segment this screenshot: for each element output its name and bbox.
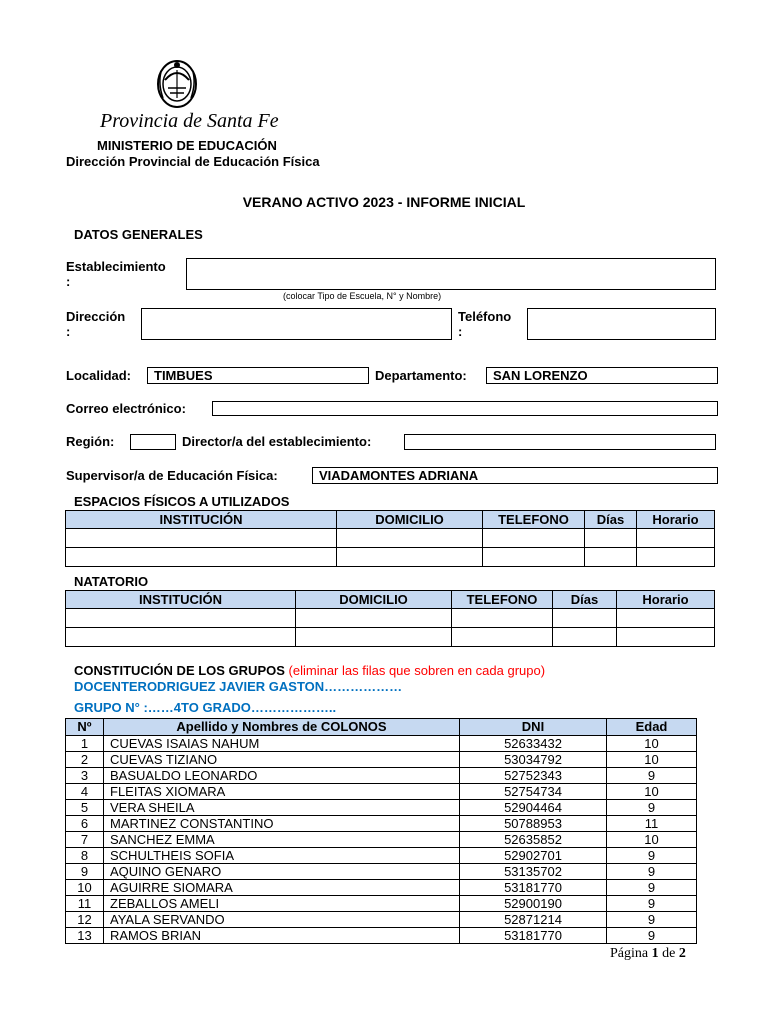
direction-name: Dirección Provincial de Educación Física <box>66 154 320 169</box>
table-row <box>66 628 715 647</box>
region-field[interactable] <box>130 434 176 450</box>
director-field[interactable] <box>404 434 716 450</box>
page-total: 2 <box>678 946 686 961</box>
table-row <box>66 529 715 548</box>
row-number: 1 <box>66 736 104 752</box>
row-edad: 10 <box>607 832 697 848</box>
col-horario: Horario <box>637 511 715 529</box>
supervisor-label: Supervisor/a de Educación Física: <box>66 468 278 483</box>
row-dni: 52902701 <box>460 848 607 864</box>
localidad-field[interactable]: TIMBUES <box>147 367 369 384</box>
row-dni: 52904464 <box>460 800 607 816</box>
table-row <box>66 548 715 567</box>
col-domicilio: DOMICILIO <box>296 591 452 609</box>
establecimiento-label: Establecimiento <box>66 259 166 274</box>
telefono-label: Teléfono <box>458 309 512 324</box>
row-name: AGUIRRE SIOMARA <box>104 880 460 896</box>
col-institucion: INSTITUCIÓN <box>66 591 296 609</box>
row-dni: 53181770 <box>460 928 607 944</box>
row-name: SANCHEZ EMMA <box>104 832 460 848</box>
page-current: 1 <box>651 946 659 961</box>
localidad-label: Localidad: <box>66 368 132 383</box>
row-name: MARTINEZ CONSTANTINO <box>104 816 460 832</box>
departamento-field[interactable]: SAN LORENZO <box>486 367 718 384</box>
direccion-field[interactable] <box>141 308 452 340</box>
row-dni: 53135702 <box>460 864 607 880</box>
table-row <box>66 912 697 928</box>
row-edad: 9 <box>607 928 697 944</box>
page-word: Página <box>610 946 649 961</box>
row-dni: 50788953 <box>460 816 607 832</box>
table-row <box>66 896 697 912</box>
establecimiento-hint: (colocar Tipo de Escuela, N° y Nombre) <box>283 291 442 301</box>
row-name: RAMOS BRIAN <box>104 928 460 944</box>
table-row <box>66 816 697 832</box>
row-name: AYALA SERVANDO <box>104 912 460 928</box>
col-numero: Nº <box>66 719 104 736</box>
direccion-label: Dirección <box>66 309 126 324</box>
row-name: SCHULTHEIS SOFIA <box>104 848 460 864</box>
row-dni: 52871214 <box>460 912 607 928</box>
table-row <box>66 928 697 944</box>
row-number: 11 <box>66 896 104 912</box>
page-title: VERANO ACTIVO 2023 - INFORME INICIAL <box>242 194 526 210</box>
coat-of-arms-icon <box>155 58 199 110</box>
correo-field[interactable] <box>212 401 718 416</box>
espacios-table <box>65 510 715 567</box>
ministry-name: MINISTERIO DE EDUCACIÓN <box>97 138 277 153</box>
grupos-heading: CONSTITUCIÓN DE LOS GRUPOS <box>74 663 285 678</box>
row-name: BASUALDO LEONARDO <box>104 768 460 784</box>
row-number: 10 <box>66 880 104 896</box>
datos-generales-heading: DATOS GENERALES <box>74 227 203 242</box>
row-number: 12 <box>66 912 104 928</box>
row-name: CUEVAS TIZIANO <box>104 752 460 768</box>
row-edad: 10 <box>607 752 697 768</box>
table-row <box>66 768 697 784</box>
row-edad: 9 <box>607 880 697 896</box>
row-name: VERA SHEILA <box>104 800 460 816</box>
row-dni: 52633432 <box>460 736 607 752</box>
row-dni: 52635852 <box>460 832 607 848</box>
row-number: 4 <box>66 784 104 800</box>
table-row <box>66 864 697 880</box>
docente-line: DOCENTERODRIGUEZ JAVIER GASTON……………… <box>74 679 403 694</box>
row-number: 2 <box>66 752 104 768</box>
col-edad: Edad <box>607 719 697 736</box>
establecimiento-colon: : <box>66 274 71 289</box>
row-edad: 10 <box>607 736 697 752</box>
row-number: 3 <box>66 768 104 784</box>
col-nombre: Apellido y Nombres de COLONOS <box>104 719 460 736</box>
row-name: ZEBALLOS AMELI <box>104 896 460 912</box>
table-row <box>66 736 697 752</box>
grupos-note: (eliminar las filas que sobren en cada grupo) <box>288 663 546 678</box>
table-row <box>66 609 715 628</box>
departamento-label: Departamento: <box>375 368 467 383</box>
row-dni: 52752343 <box>460 768 607 784</box>
table-row <box>66 832 697 848</box>
col-dias: Días <box>553 591 617 609</box>
col-telefono: TELEFONO <box>483 511 585 529</box>
row-number: 6 <box>66 816 104 832</box>
row-edad: 10 <box>607 784 697 800</box>
natatorio-heading: NATATORIO <box>74 574 149 589</box>
row-edad: 11 <box>607 816 697 832</box>
row-number: 5 <box>66 800 104 816</box>
row-edad: 9 <box>607 864 697 880</box>
row-edad: 9 <box>607 800 697 816</box>
col-domicilio: DOMICILIO <box>337 511 483 529</box>
table-row <box>66 784 697 800</box>
telefono-colon: : <box>458 324 463 339</box>
row-edad: 9 <box>607 912 697 928</box>
col-horario: Horario <box>617 591 715 609</box>
col-telefono: TELEFONO <box>452 591 553 609</box>
table-row <box>66 800 697 816</box>
direccion-colon: : <box>66 324 71 339</box>
row-number: 9 <box>66 864 104 880</box>
table-row <box>66 880 697 896</box>
supervisor-field[interactable]: VIADAMONTES ADRIANA <box>312 467 718 484</box>
correo-label: Correo electrónico: <box>66 401 186 416</box>
natatorio-table <box>65 590 715 647</box>
grupo-line: GRUPO N° :……4TO GRADO……………….. <box>74 700 337 715</box>
row-number: 7 <box>66 832 104 848</box>
page-number <box>610 946 686 962</box>
province-name: Provincia de Santa Fe <box>100 110 279 132</box>
espacios-heading: ESPACIOS FÍSICOS A UTILIZADOS <box>74 494 290 509</box>
director-label: Director/a del establecimiento: <box>182 434 372 449</box>
row-dni: 52754734 <box>460 784 607 800</box>
row-dni: 52900190 <box>460 896 607 912</box>
row-dni: 53181770 <box>460 880 607 896</box>
of-word: de <box>662 946 676 961</box>
row-edad: 9 <box>607 768 697 784</box>
col-dias: Días <box>585 511 637 529</box>
table-row <box>66 752 697 768</box>
colonos-table <box>65 718 697 944</box>
row-number: 8 <box>66 848 104 864</box>
table-row <box>66 848 697 864</box>
col-dni: DNI <box>460 719 607 736</box>
grupos-heading-line <box>74 663 545 678</box>
col-institucion: INSTITUCIÓN <box>66 511 337 529</box>
row-edad: 9 <box>607 896 697 912</box>
row-name: CUEVAS ISAIAS NAHUM <box>104 736 460 752</box>
telefono-field[interactable] <box>527 308 716 340</box>
row-name: AQUINO GENARO <box>104 864 460 880</box>
row-name: FLEITAS XIOMARA <box>104 784 460 800</box>
row-edad: 9 <box>607 848 697 864</box>
establecimiento-field[interactable] <box>186 258 716 290</box>
row-dni: 53034792 <box>460 752 607 768</box>
region-label: Región: <box>66 434 115 449</box>
row-number: 13 <box>66 928 104 944</box>
